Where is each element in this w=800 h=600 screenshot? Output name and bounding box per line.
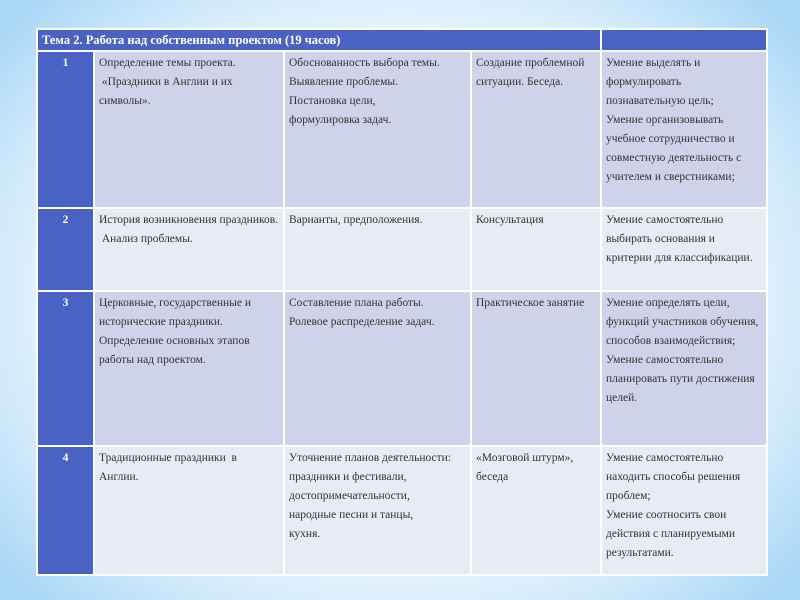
row-number: 1 [37,51,94,208]
skills-cell [601,51,767,208]
table-row [37,291,767,446]
cell-text: Консультация [476,214,544,226]
topic-cell [94,208,284,291]
table-row [37,446,767,575]
skills-cell [601,291,767,446]
row-number: 4 [37,446,94,575]
cell-text: Уточнение планов деятельности: [289,452,452,464]
cell-text: Умение самостоятельно выбирать основания и критерии для классификации. [606,214,753,264]
skills-cell [601,446,767,575]
table-header-row [37,29,767,51]
table-row [37,51,767,208]
cell-text: Выявление проблемы. [289,76,399,88]
cell-text: Ролевое распределение задач. [289,316,435,328]
cell-text: Составление плана работы. [289,297,424,309]
cell-text: Практическое занятие [476,297,585,309]
project-plan-table [36,28,768,576]
row-number: 2 [37,208,94,291]
cell-text: «Мозговой штурм», беседа [476,452,577,483]
table-title: Тема 2. Работа над собственным проектом (19 часов) [37,29,601,51]
cell-text: Умение определять цели, функций участников обучения, способов взаимодействия; Умение самостоятельно планировать пути достижения целей. [606,297,762,404]
cell-text: «Праздники в Англии и их символы». [99,76,236,107]
cell-text: формулировка задач. [289,114,392,126]
cell-text: Умение соотносить свои действия с планируемыми результатами. [606,509,738,559]
cell-text: Анализ проблемы. [99,233,193,245]
row-number: 3 [37,291,94,446]
cell-text: Умение выделять и формулировать познавательную цель; [606,57,714,107]
activity-cell [284,208,471,291]
header-empty-cell [601,29,767,51]
cell-text: Традиционные праздники в Англии. [99,452,240,483]
activity-cell [284,291,471,446]
cell-text: Умение организовывать учебное сотрудничество и совместную деятельность с учителем и сверстниками; [606,114,745,183]
skills-cell [601,208,767,291]
cell-text: кухня. [289,528,321,540]
form-cell [471,51,601,208]
activity-cell [284,51,471,208]
cell-text: праздники и фестивали, [289,471,407,483]
form-cell [471,291,601,446]
cell-text: народные песни и танцы, [289,509,414,521]
activity-cell [284,446,471,575]
form-cell [471,446,601,575]
cell-text: История возникновения праздников. [99,214,279,226]
cell-text: достопримечательности, [289,490,410,502]
cell-text: Обоснованность выбора темы. [289,57,440,69]
cell-text: Постановка цели, [289,95,376,107]
topic-cell [94,51,284,208]
cell-text: Варианты, предположения. [289,214,423,226]
cell-text: Умение самостоятельно находить способы решения проблем; [606,452,744,502]
table-row [37,208,767,291]
cell-text: Создание проблемной ситуации. Беседа. [476,57,588,88]
topic-cell [94,446,284,575]
form-cell [471,208,601,291]
cell-text: Определение основных этапов работы над проектом. [99,335,253,366]
cell-text: Церковные, государственные и исторические праздники. [99,297,254,328]
topic-cell [94,291,284,446]
cell-text: Определение темы проекта. [99,57,236,69]
